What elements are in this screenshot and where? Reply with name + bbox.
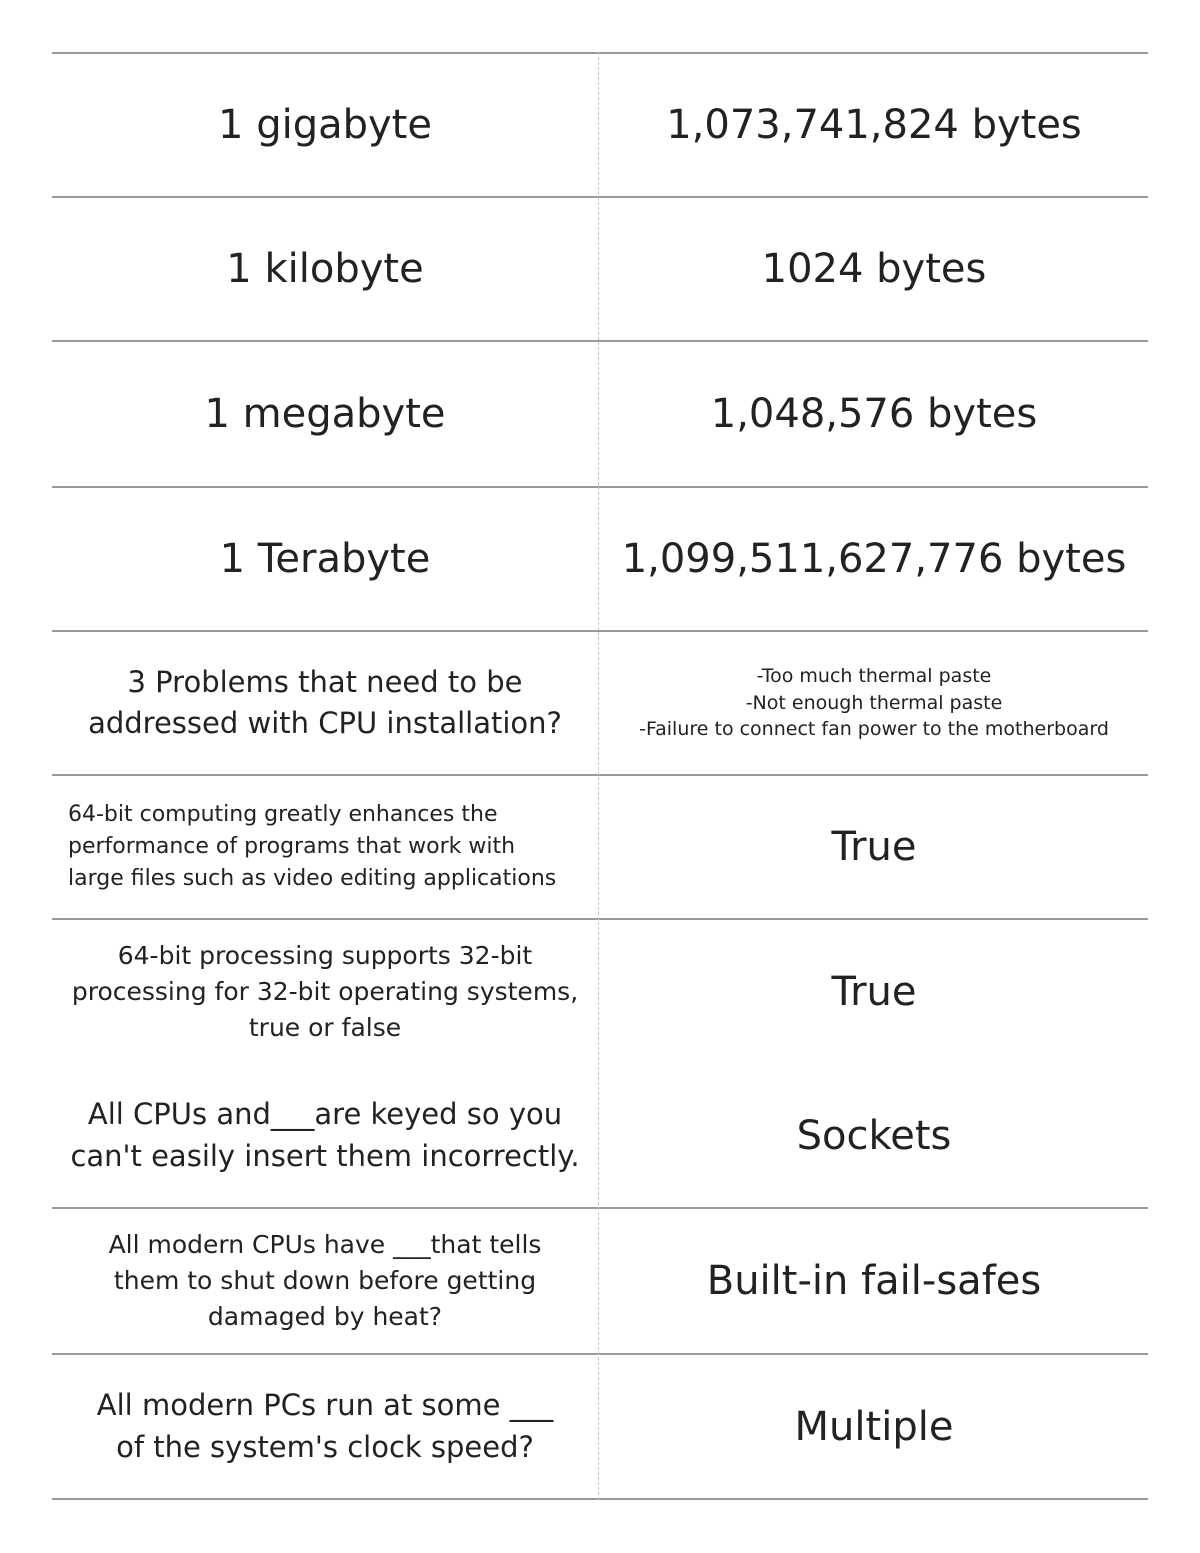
card-divider [52, 1498, 1148, 1500]
card-front: 1 Terabyte [219, 536, 431, 582]
card-back: Sockets [796, 1112, 952, 1159]
card-back: 1024 bytes [761, 246, 987, 292]
card-front: 64-bit computing greatly enhances the performance of programs that work with large files such as video editing applications [68, 802, 557, 891]
card-back: True [831, 824, 917, 870]
card-front: 3 Problems that need to be addressed with CPU installation? [88, 664, 562, 740]
flashcard-sheet [52, 52, 1148, 1500]
card-back: 1,073,741,824 bytes [666, 102, 1082, 148]
card-back: 1,099,511,627,776 bytes [621, 536, 1127, 582]
card-back: 1,048,576 bytes [710, 391, 1038, 437]
card-back: -Too much thermal paste -Not enough thermal paste -Failure to connect fan power to the motherboard [639, 664, 1109, 741]
card-front: All modern CPUs have ___that tells them to shut down before getting damaged by heat? [108, 1230, 542, 1331]
card-front: 1 megabyte [204, 391, 446, 437]
card-front: 1 gigabyte [218, 102, 432, 148]
card-back: Multiple [794, 1403, 954, 1450]
fold-line [598, 52, 599, 1500]
card-back: Built-in fail-safes [706, 1258, 1042, 1304]
card-front: 64-bit processing supports 32-bit processing for 32-bit operating systems, true or false [71, 941, 579, 1042]
card-back: True [831, 969, 917, 1015]
card-front: 1 kilobyte [226, 246, 424, 292]
card-front: All modern PCs run at some ___ of the system's clock speed? [96, 1388, 554, 1464]
card-front: All CPUs and___are keyed so you can't easily insert them incorrectly. [70, 1097, 580, 1173]
